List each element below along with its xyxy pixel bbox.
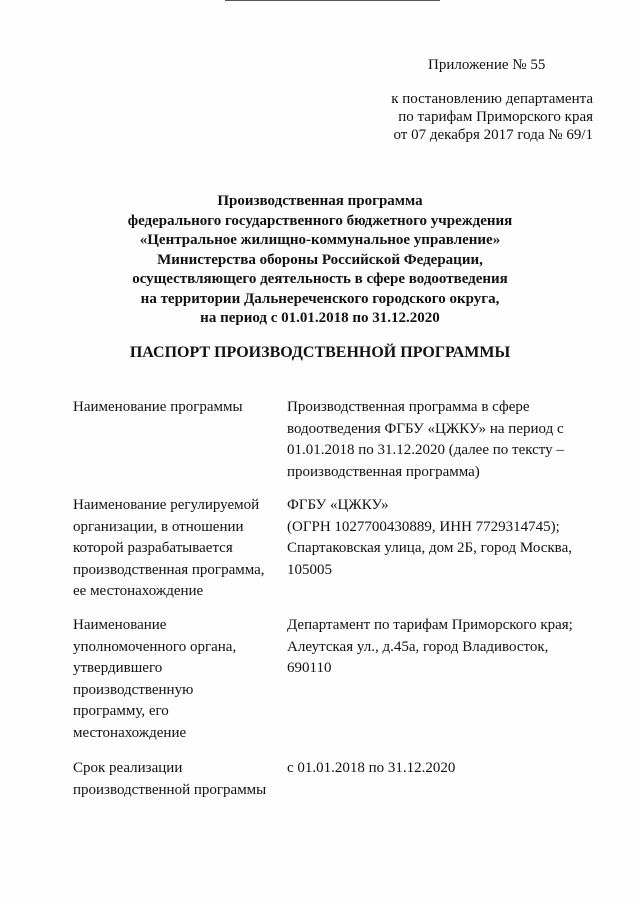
value-line: Департамент по тарифам Приморского края; xyxy=(287,617,573,633)
label-line: уполномоченного органа, xyxy=(73,638,237,655)
value-line: (ОГРН 1027700430889, ИНН 7729314745); xyxy=(287,518,560,535)
label-line: которой разрабатывается xyxy=(73,540,233,556)
program-title-line: Производственная программа xyxy=(217,193,423,209)
program-title-line: на период с 01.01.2018 по 31.12.2020 xyxy=(200,310,440,326)
program-title-line: осуществляющего деятельность в сфере водоотведения xyxy=(132,271,508,287)
label-line: Срок реализации xyxy=(73,760,183,776)
program-title-line: федерального государственного бюджетного учреждения xyxy=(127,212,513,229)
label-line: производственную xyxy=(73,681,194,698)
row-value-period xyxy=(287,758,587,780)
value-line: ФГБУ «ЦЖКУ» xyxy=(287,497,389,513)
value-line: 690110 xyxy=(287,660,332,676)
label-line: Наименование регулируемой xyxy=(73,497,260,513)
row-label-program-name xyxy=(73,397,283,419)
page-top-edge-line xyxy=(225,0,440,1)
label-line: утвердившего xyxy=(73,660,163,676)
value-line: 01.01.2018 по 31.12.2020 (далее по тексту – xyxy=(287,442,564,458)
value-line: Спартаковская улица, дом 2Б, город Москва, xyxy=(287,540,572,556)
label-line: организации, в отношении xyxy=(73,518,244,535)
program-title-line: «Центральное жилищно-коммунальное управление» xyxy=(139,232,501,248)
program-title-line: на территории Дальнереченского городского округа, xyxy=(140,290,500,307)
value-line: Производственная программа в сфере xyxy=(287,399,530,415)
row-label-organization xyxy=(73,495,283,603)
row-label-authority xyxy=(73,615,283,744)
row-value-program-name xyxy=(287,397,587,483)
label-line: местонахождение xyxy=(73,724,187,741)
appendix-number: Приложение № 55 xyxy=(428,57,546,73)
label-line: Наименование xyxy=(73,617,167,633)
value-line: 105005 xyxy=(287,561,332,578)
decree-reference xyxy=(383,90,593,144)
value-line: с 01.01.2018 по 31.12.2020 xyxy=(287,760,456,776)
label-line: программу, его xyxy=(73,703,169,719)
row-value-authority xyxy=(287,615,587,680)
decree-line: к постановлению департамента xyxy=(391,91,593,107)
row-value-organization xyxy=(287,495,587,581)
label-line: ее местонахождение xyxy=(73,583,204,599)
label-line: Наименование программы xyxy=(73,399,243,415)
row-label-period xyxy=(73,758,283,801)
decree-line: по тарифам Приморского края xyxy=(398,109,593,125)
label-line: производственной программы xyxy=(73,781,267,798)
passport-heading: ПАСПОРТ ПРОИЗВОДСТВЕННОЙ ПРОГРАММЫ xyxy=(129,344,511,361)
label-line: производственная программа, xyxy=(73,561,265,578)
value-line: производственная программа) xyxy=(287,463,480,480)
decree-line: от 07 декабря 2017 года № 69/1 xyxy=(393,127,593,143)
program-title xyxy=(0,192,640,329)
program-title-line: Министерства обороны Российской Федерации, xyxy=(157,251,483,268)
value-line: водоотведения ФГБУ «ЦЖКУ» на период с xyxy=(287,420,564,437)
value-line: Алеутская ул., д.45а, город Владивосток, xyxy=(287,638,549,655)
